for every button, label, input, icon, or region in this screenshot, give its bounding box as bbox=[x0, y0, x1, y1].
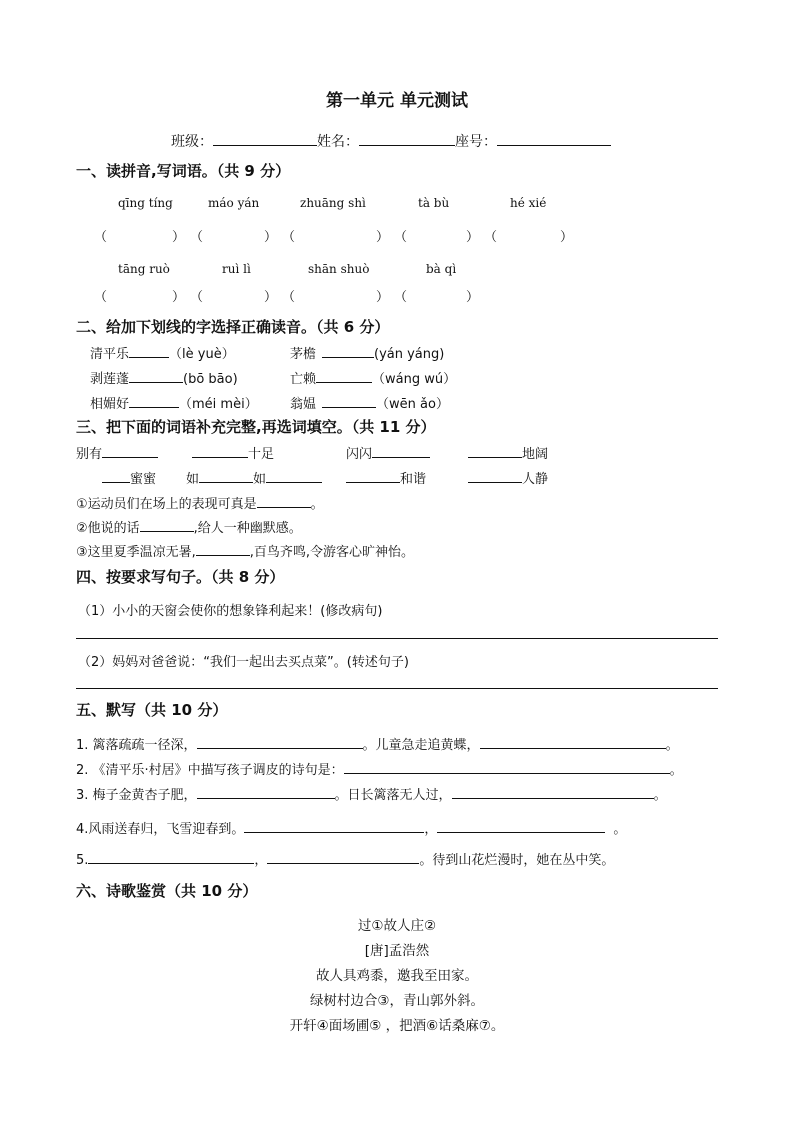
pinyin: máo yán bbox=[208, 196, 260, 210]
answer-blank[interactable] bbox=[192, 444, 248, 458]
dictation-text: 5. bbox=[76, 853, 89, 868]
reading-item bbox=[290, 343, 444, 362]
answer-paren-close: ） bbox=[466, 290, 480, 305]
answer-blank[interactable] bbox=[129, 344, 169, 358]
fill-question-3 bbox=[76, 541, 414, 560]
poem-line: 绿树村边合③，青山郭外斜。 bbox=[309, 993, 485, 1009]
poem-line: 开轩④面场圃⑤ ，把酒⑥话桑麻⑦。 bbox=[289, 1018, 505, 1034]
answer-blank[interactable] bbox=[468, 444, 522, 458]
section3-heading: 三、把下面的词语补充完整,再选词填空。（共 11 分） bbox=[76, 418, 436, 436]
answer-blank[interactable] bbox=[199, 469, 253, 483]
dictation-text: 4.风雨送春归，飞雪迎春到。 bbox=[76, 822, 245, 837]
reading-item bbox=[290, 368, 456, 387]
answer-line[interactable] bbox=[76, 638, 718, 639]
section4-heading: 四、按要求写句子。（共 8 分） bbox=[76, 568, 285, 586]
idiom-text: 如 bbox=[186, 472, 200, 487]
reading-item bbox=[90, 393, 258, 412]
answer-paren-close: ） bbox=[466, 230, 480, 245]
idiom-text: 别有 bbox=[76, 447, 103, 462]
pinyin: hé xié bbox=[510, 196, 547, 210]
answer-paren-open: （ bbox=[282, 290, 296, 305]
dictation-text: ， bbox=[254, 853, 268, 868]
page-title: 第一单元 单元测试 bbox=[326, 91, 468, 111]
word: 清平乐 bbox=[90, 347, 130, 362]
answer-blank[interactable] bbox=[197, 785, 335, 799]
options: （wáng wú） bbox=[372, 372, 457, 387]
idiom-item bbox=[192, 443, 274, 462]
answer-paren-open: （ bbox=[94, 230, 108, 245]
idiom-text: 和谐 bbox=[400, 472, 427, 487]
answer-paren-open: （ bbox=[484, 230, 498, 245]
idiom-text: 蜜蜜 bbox=[130, 472, 157, 487]
answer-paren-close: ） bbox=[172, 290, 186, 305]
answer-paren-open: （ bbox=[94, 290, 108, 305]
dictation-text: 。 bbox=[669, 763, 683, 778]
name-blank[interactable] bbox=[359, 132, 455, 146]
answer-blank[interactable] bbox=[346, 469, 400, 483]
idiom-text: 地阔 bbox=[522, 447, 549, 462]
options: （lè yuè） bbox=[169, 347, 235, 362]
answer-blank[interactable] bbox=[437, 819, 605, 833]
section1-heading: 一、读拼音,写词语。（共 9 分） bbox=[76, 162, 291, 180]
idiom-item bbox=[468, 443, 548, 462]
question-text: ,百鸟齐鸣,令游客心旷神怡。 bbox=[249, 545, 415, 560]
options: (yán yáng) bbox=[374, 347, 445, 362]
answer-blank[interactable] bbox=[322, 344, 374, 358]
idiom-item bbox=[102, 468, 156, 487]
idiom-item bbox=[346, 468, 426, 487]
dictation-text: ， bbox=[424, 822, 438, 837]
dictation-line-5 bbox=[76, 849, 614, 868]
options: (bō bāo) bbox=[183, 372, 238, 387]
sentence-question-1: （1）小小的天窗会使你的想象锋利起来！(修改病句) bbox=[78, 604, 383, 619]
answer-blank[interactable] bbox=[102, 469, 130, 483]
idiom-item bbox=[186, 468, 322, 487]
question-text: ②他说的话 bbox=[76, 521, 140, 536]
seat-blank[interactable] bbox=[497, 132, 611, 146]
word: 剥莲蓬 bbox=[90, 372, 130, 387]
reading-item bbox=[290, 393, 449, 412]
question-text: 。 bbox=[310, 497, 324, 512]
answer-blank[interactable] bbox=[140, 518, 194, 532]
name-label: 姓名： bbox=[317, 134, 359, 150]
answer-paren-open: （ bbox=[394, 290, 408, 305]
class-label: 班级： bbox=[171, 134, 213, 150]
pinyin: qīng tíng bbox=[118, 196, 173, 210]
dictation-line-1 bbox=[76, 734, 679, 753]
answer-blank[interactable] bbox=[480, 735, 666, 749]
word: 茅檐 bbox=[290, 347, 317, 362]
section2-heading: 二、给加下划线的字选择正确读音。（共 6 分） bbox=[76, 318, 390, 336]
dictation-line-2 bbox=[76, 759, 683, 778]
pinyin: tà bù bbox=[418, 196, 450, 210]
answer-blank[interactable] bbox=[316, 369, 372, 383]
pinyin: shān shuò bbox=[308, 262, 370, 276]
idiom-item bbox=[468, 468, 548, 487]
pinyin: zhuāng shì bbox=[300, 196, 366, 210]
fill-question-2 bbox=[76, 517, 302, 536]
dictation-line-3 bbox=[76, 784, 667, 803]
answer-blank[interactable] bbox=[266, 469, 322, 483]
dictation-line-4 bbox=[76, 818, 626, 837]
options: （wēn ǎo） bbox=[376, 397, 449, 412]
answer-blank[interactable] bbox=[257, 494, 311, 508]
pinyin: ruì lì bbox=[222, 262, 251, 276]
answer-blank[interactable] bbox=[102, 444, 158, 458]
seat-label: 座号： bbox=[455, 134, 497, 150]
reading-item bbox=[90, 368, 238, 387]
answer-blank[interactable] bbox=[197, 735, 363, 749]
word: 翁媪 bbox=[290, 397, 317, 412]
student-info-row bbox=[171, 131, 611, 151]
options: （méi mèi） bbox=[179, 397, 258, 412]
answer-line[interactable] bbox=[76, 688, 718, 689]
answer-paren-close: ） bbox=[376, 230, 390, 245]
idiom-text: 十足 bbox=[248, 447, 275, 462]
pinyin: bà qì bbox=[426, 262, 457, 276]
answer-blank[interactable] bbox=[129, 394, 179, 408]
answer-blank[interactable] bbox=[468, 469, 522, 483]
answer-paren-open: （ bbox=[282, 230, 296, 245]
answer-paren-close: ） bbox=[376, 290, 390, 305]
poem-author: [唐]孟浩然 bbox=[364, 943, 430, 959]
answer-blank[interactable] bbox=[244, 819, 424, 833]
poem-line: 故人具鸡黍，邀我至田家。 bbox=[316, 968, 478, 984]
idiom-text: 如 bbox=[253, 472, 267, 487]
idiom-item bbox=[76, 443, 158, 462]
poem-title: 过①故人庄② bbox=[357, 918, 437, 934]
answer-blank[interactable] bbox=[129, 369, 183, 383]
dictation-text: 。 bbox=[613, 822, 627, 837]
section5-heading: 五、默写（共 10 分） bbox=[76, 701, 228, 719]
dictation-text: 3. 梅子金黄杏子肥， bbox=[76, 788, 197, 803]
section6-heading: 六、诗歌鉴赏（共 10 分） bbox=[76, 882, 258, 900]
question-text: ①运动员们在场上的表现可真是 bbox=[76, 497, 257, 512]
word: 相媚好 bbox=[90, 397, 130, 412]
dictation-text: 。待到山花烂漫时，她在丛中笑。 bbox=[419, 853, 615, 868]
pinyin: tāng ruò bbox=[118, 262, 170, 276]
dictation-text: 。 bbox=[653, 788, 667, 803]
answer-blank[interactable] bbox=[88, 850, 254, 864]
idiom-text: 闪闪 bbox=[346, 447, 373, 462]
answer-paren-open: （ bbox=[394, 230, 408, 245]
class-blank[interactable] bbox=[213, 132, 317, 146]
answer-blank[interactable] bbox=[452, 785, 654, 799]
question-text: ③这里夏季温凉无暑, bbox=[76, 545, 196, 560]
idiom-item bbox=[346, 443, 430, 462]
reading-item bbox=[90, 343, 235, 362]
idiom-text: 人静 bbox=[522, 472, 549, 487]
answer-blank[interactable] bbox=[196, 542, 250, 556]
answer-paren-close: ） bbox=[172, 230, 186, 245]
dictation-text: 。 bbox=[665, 738, 679, 753]
dictation-text: 。日长篱落无人过， bbox=[334, 788, 452, 803]
answer-blank[interactable] bbox=[322, 394, 376, 408]
dictation-text: 1. 篱落疏疏一径深， bbox=[76, 738, 197, 753]
dictation-text: 2. 《清平乐·村居》中描写孩子调皮的诗句是： bbox=[76, 763, 344, 778]
dictation-text: 。儿童急走追黄蝶， bbox=[362, 738, 480, 753]
answer-blank[interactable] bbox=[372, 444, 430, 458]
answer-paren-close: ） bbox=[560, 230, 574, 245]
answer-paren-close: ） bbox=[264, 290, 278, 305]
fill-question-1 bbox=[76, 493, 324, 512]
answer-paren-open: （ bbox=[190, 290, 204, 305]
sentence-question-2: （2）妈妈对爸爸说：“我们一起出去买点菜”。(转述句子) bbox=[78, 655, 409, 670]
question-text: ,给人一种幽默感。 bbox=[193, 521, 302, 536]
answer-blank[interactable] bbox=[344, 760, 670, 774]
answer-paren-open: （ bbox=[190, 230, 204, 245]
answer-paren-close: ） bbox=[264, 230, 278, 245]
answer-blank[interactable] bbox=[267, 850, 419, 864]
word: 亡赖 bbox=[290, 372, 317, 387]
